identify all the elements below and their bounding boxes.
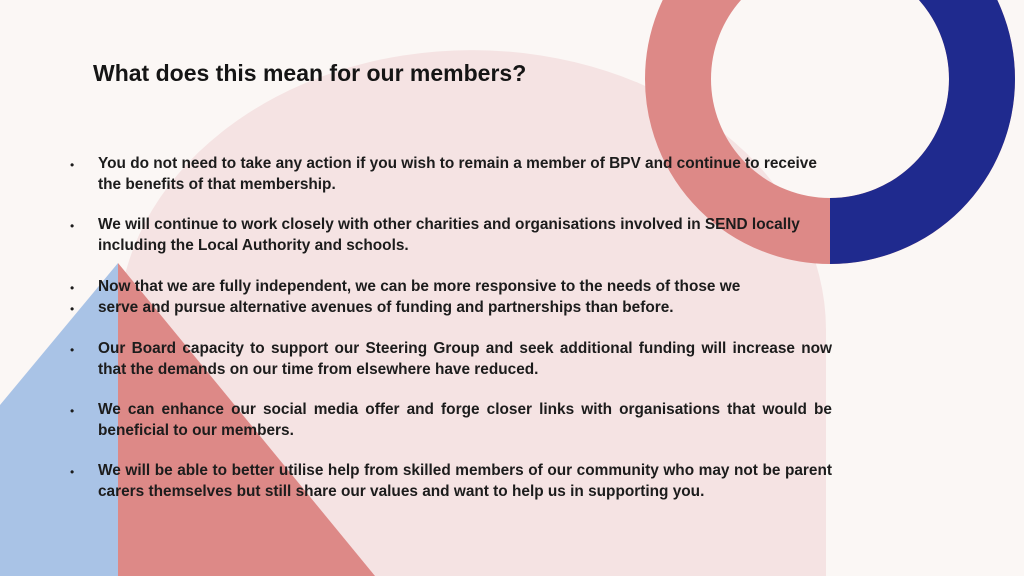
bullet-marker: • [70, 343, 75, 357]
bullet-item-work-closely: We will continue to work closely with other charities and organisations involved in SEND locally including the Local Authority and schools. [98, 216, 800, 254]
slide-title: What does this mean for our members? [93, 60, 527, 86]
bullet-item-board-capacity: Our Board capacity to support our Steering Group and seek additional funding will increase now that the demands on our time from elsewhere have reduced. [98, 340, 832, 378]
bullet-item-skilled-members: We will be able to better utilise help from skilled members of our community who may not be parent carers themselves but still share our values and want to help us in supporting you. [98, 462, 832, 500]
bullet-marker: • [70, 465, 75, 479]
bullet-marker: • [70, 404, 75, 418]
bullet-marker: • [70, 219, 75, 233]
bullet-item-no-action: You do not need to take any action if you wish to remain a member of BPV and continue to receive the benefits of that membership. [98, 155, 817, 193]
bullet-item-independent: Now that we are fully independent, we can be more responsive to the needs of those we serve and pursue alternative avenues of funding and partnerships than before. [98, 278, 741, 316]
bullet-marker: • [70, 302, 75, 316]
bullet-item-social-media: We can enhance our social media offer and forge closer links with organisations that would be beneficial to our members. [98, 401, 832, 439]
bullet-marker: • [70, 281, 75, 295]
bullet-marker: • [70, 158, 75, 172]
